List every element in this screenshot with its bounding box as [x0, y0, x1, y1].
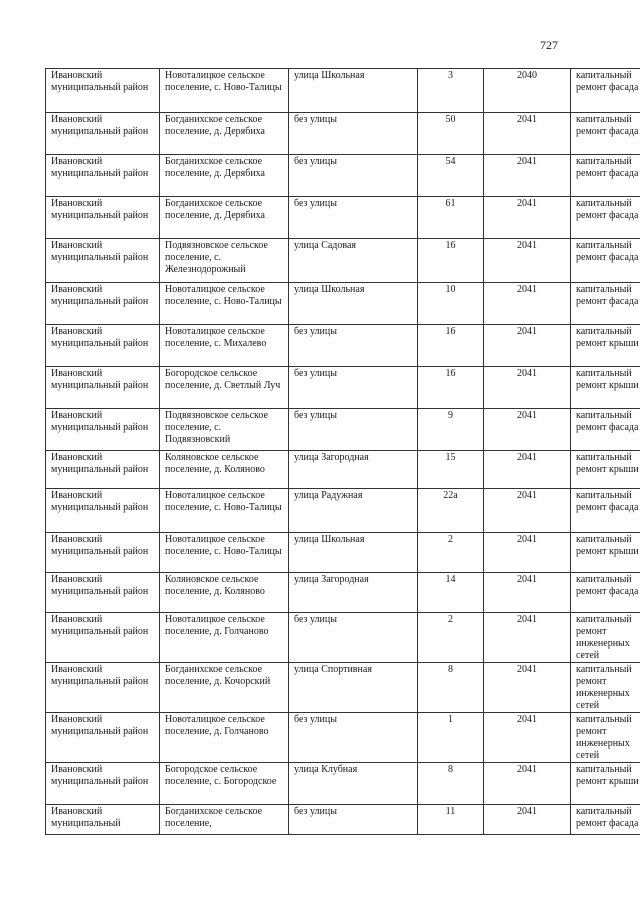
settlement-cell: Богданихское сельское поселение,	[160, 805, 289, 835]
district-cell: Ивановский муниципальный район	[46, 533, 160, 573]
house-number-cell: 2	[418, 613, 484, 663]
year-cell: 2041	[484, 573, 571, 613]
work-type-cell: капитальный ремонт фасада	[571, 283, 640, 325]
settlement-cell: Новоталицкое сельское поселение, с. Ново-Талицы	[160, 283, 289, 325]
year-cell: 2041	[484, 283, 571, 325]
district-cell: Ивановский муниципальный район	[46, 239, 160, 283]
settlement-cell: Новоталицкое сельское поселение, с. Ново-Талицы	[160, 489, 289, 533]
district-cell: Ивановский муниципальный	[46, 805, 160, 835]
house-number-cell: 61	[418, 197, 484, 239]
table-body	[46, 69, 640, 835]
settlement-cell: Коляновское сельское поселение, д. Коляново	[160, 451, 289, 489]
settlement-cell: Богданихское сельское поселение, д. Дерябиха	[160, 113, 289, 155]
table-row	[46, 763, 640, 805]
settlement-cell: Новоталицкое сельское поселение, д. Голчаново	[160, 713, 289, 763]
house-number-cell: 16	[418, 367, 484, 409]
street-cell: улица Клубная	[289, 763, 418, 805]
year-cell: 2041	[484, 533, 571, 573]
work-type-cell: капитальный ремонт фасада	[571, 197, 640, 239]
table-row	[46, 613, 640, 663]
district-cell: Ивановский муниципальный район	[46, 197, 160, 239]
table-row	[46, 713, 640, 763]
house-number-cell: 10	[418, 283, 484, 325]
street-cell: без улицы	[289, 713, 418, 763]
year-cell: 2041	[484, 155, 571, 197]
district-cell: Ивановский муниципальный район	[46, 283, 160, 325]
work-type-cell: капитальный ремонт крыши	[571, 763, 640, 805]
street-cell: без улицы	[289, 613, 418, 663]
settlement-cell: Подвязновское сельское поселение, с. Подвязновский	[160, 409, 289, 451]
district-cell: Ивановский муниципальный район	[46, 113, 160, 155]
work-type-cell: капитальный ремонт фасада	[571, 573, 640, 613]
table-row	[46, 409, 640, 451]
street-cell: без улицы	[289, 805, 418, 835]
house-number-cell: 11	[418, 805, 484, 835]
district-cell: Ивановский муниципальный район	[46, 451, 160, 489]
street-cell: без улицы	[289, 409, 418, 451]
work-type-cell: капитальный ремонт крыши	[571, 325, 640, 367]
table-row	[46, 283, 640, 325]
settlement-cell: Богородское сельское поселение, д. Светлый Луч	[160, 367, 289, 409]
work-type-cell: капитальный ремонт фасада	[571, 805, 640, 835]
house-number-cell: 2	[418, 533, 484, 573]
street-cell: улица Спортивная	[289, 663, 418, 713]
street-cell: без улицы	[289, 325, 418, 367]
page-number: 727	[540, 38, 558, 52]
work-type-cell: капитальный ремонт фасада	[571, 239, 640, 283]
table-row	[46, 325, 640, 367]
work-type-cell: капитальный ремонт фасада	[571, 155, 640, 197]
year-cell: 2041	[484, 367, 571, 409]
year-cell: 2041	[484, 489, 571, 533]
work-type-cell: капитальный ремонт фасада	[571, 113, 640, 155]
street-cell: улица Школьная	[289, 69, 418, 113]
year-cell: 2041	[484, 613, 571, 663]
year-cell: 2041	[484, 409, 571, 451]
work-type-cell: капитальный ремонт крыши	[571, 451, 640, 489]
table-row	[46, 69, 640, 113]
year-cell: 2041	[484, 451, 571, 489]
settlement-cell: Коляновское сельское поселение, д. Коляново	[160, 573, 289, 613]
table-row	[46, 573, 640, 613]
year-cell: 2041	[484, 763, 571, 805]
street-cell: без улицы	[289, 155, 418, 197]
table-row	[46, 367, 640, 409]
district-cell: Ивановский муниципальный район	[46, 573, 160, 613]
district-cell: Ивановский муниципальный район	[46, 489, 160, 533]
year-cell: 2041	[484, 325, 571, 367]
year-cell: 2041	[484, 805, 571, 835]
settlement-cell: Богданихское сельское поселение, д. Дерябиха	[160, 197, 289, 239]
district-cell: Ивановский муниципальный район	[46, 663, 160, 713]
year-cell: 2041	[484, 663, 571, 713]
street-cell: улица Загородная	[289, 573, 418, 613]
settlement-cell: Богданихское сельское поселение, д. Дерябиха	[160, 155, 289, 197]
district-cell: Ивановский муниципальный район	[46, 155, 160, 197]
table-row	[46, 113, 640, 155]
work-type-cell: капитальный ремонт инженерных сетей	[571, 613, 640, 663]
table-row	[46, 533, 640, 573]
house-number-cell: 3	[418, 69, 484, 113]
house-number-cell: 9	[418, 409, 484, 451]
house-number-cell: 8	[418, 763, 484, 805]
year-cell: 2041	[484, 239, 571, 283]
settlement-cell: Богданихское сельское поселение, д. Кочорский	[160, 663, 289, 713]
table-row	[46, 451, 640, 489]
work-type-cell: капитальный ремонт крыши	[571, 367, 640, 409]
year-cell: 2041	[484, 713, 571, 763]
street-cell: улица Радужная	[289, 489, 418, 533]
district-cell: Ивановский муниципальный район	[46, 367, 160, 409]
house-number-cell: 15	[418, 451, 484, 489]
table-row	[46, 663, 640, 713]
street-cell: без улицы	[289, 197, 418, 239]
settlement-cell: Новоталицкое сельское поселение, д. Голчаново	[160, 613, 289, 663]
street-cell: улица Школьная	[289, 283, 418, 325]
settlement-cell: Новоталицкое сельское поселение, с. Михалево	[160, 325, 289, 367]
district-cell: Ивановский муниципальный район	[46, 69, 160, 113]
table-row	[46, 239, 640, 283]
house-number-cell: 8	[418, 663, 484, 713]
district-cell: Ивановский муниципальный район	[46, 713, 160, 763]
street-cell: улица Садовая	[289, 239, 418, 283]
house-number-cell: 16	[418, 239, 484, 283]
street-cell: улица Школьная	[289, 533, 418, 573]
settlement-cell: Новоталицкое сельское поселение, с. Ново-Талицы	[160, 533, 289, 573]
house-number-cell: 22а	[418, 489, 484, 533]
table-row	[46, 155, 640, 197]
housing-repair-table	[45, 68, 640, 835]
work-type-cell: капитальный ремонт фасада	[571, 69, 640, 113]
year-cell: 2041	[484, 197, 571, 239]
year-cell: 2041	[484, 113, 571, 155]
house-number-cell: 50	[418, 113, 484, 155]
district-cell: Ивановский муниципальный район	[46, 763, 160, 805]
work-type-cell: капитальный ремонт фасада	[571, 489, 640, 533]
district-cell: Ивановский муниципальный район	[46, 409, 160, 451]
house-number-cell: 54	[418, 155, 484, 197]
work-type-cell: капитальный ремонт крыши	[571, 533, 640, 573]
table-row	[46, 489, 640, 533]
street-cell: без улицы	[289, 113, 418, 155]
district-cell: Ивановский муниципальный район	[46, 613, 160, 663]
house-number-cell: 16	[418, 325, 484, 367]
settlement-cell: Новоталицкое сельское поселение, с. Ново-Талицы	[160, 69, 289, 113]
house-number-cell: 1	[418, 713, 484, 763]
work-type-cell: капитальный ремонт фасада	[571, 409, 640, 451]
settlement-cell: Богородское сельское поселение, с. Богородское	[160, 763, 289, 805]
work-type-cell: капитальный ремонт инженерных сетей	[571, 713, 640, 763]
street-cell: улица Загородная	[289, 451, 418, 489]
table-row	[46, 805, 640, 835]
work-type-cell: капитальный ремонт инженерных сетей	[571, 663, 640, 713]
district-cell: Ивановский муниципальный район	[46, 325, 160, 367]
street-cell: без улицы	[289, 367, 418, 409]
year-cell: 2040	[484, 69, 571, 113]
settlement-cell: Подвязновское сельское поселение, с. Железнодорожный	[160, 239, 289, 283]
table-row	[46, 197, 640, 239]
house-number-cell: 14	[418, 573, 484, 613]
